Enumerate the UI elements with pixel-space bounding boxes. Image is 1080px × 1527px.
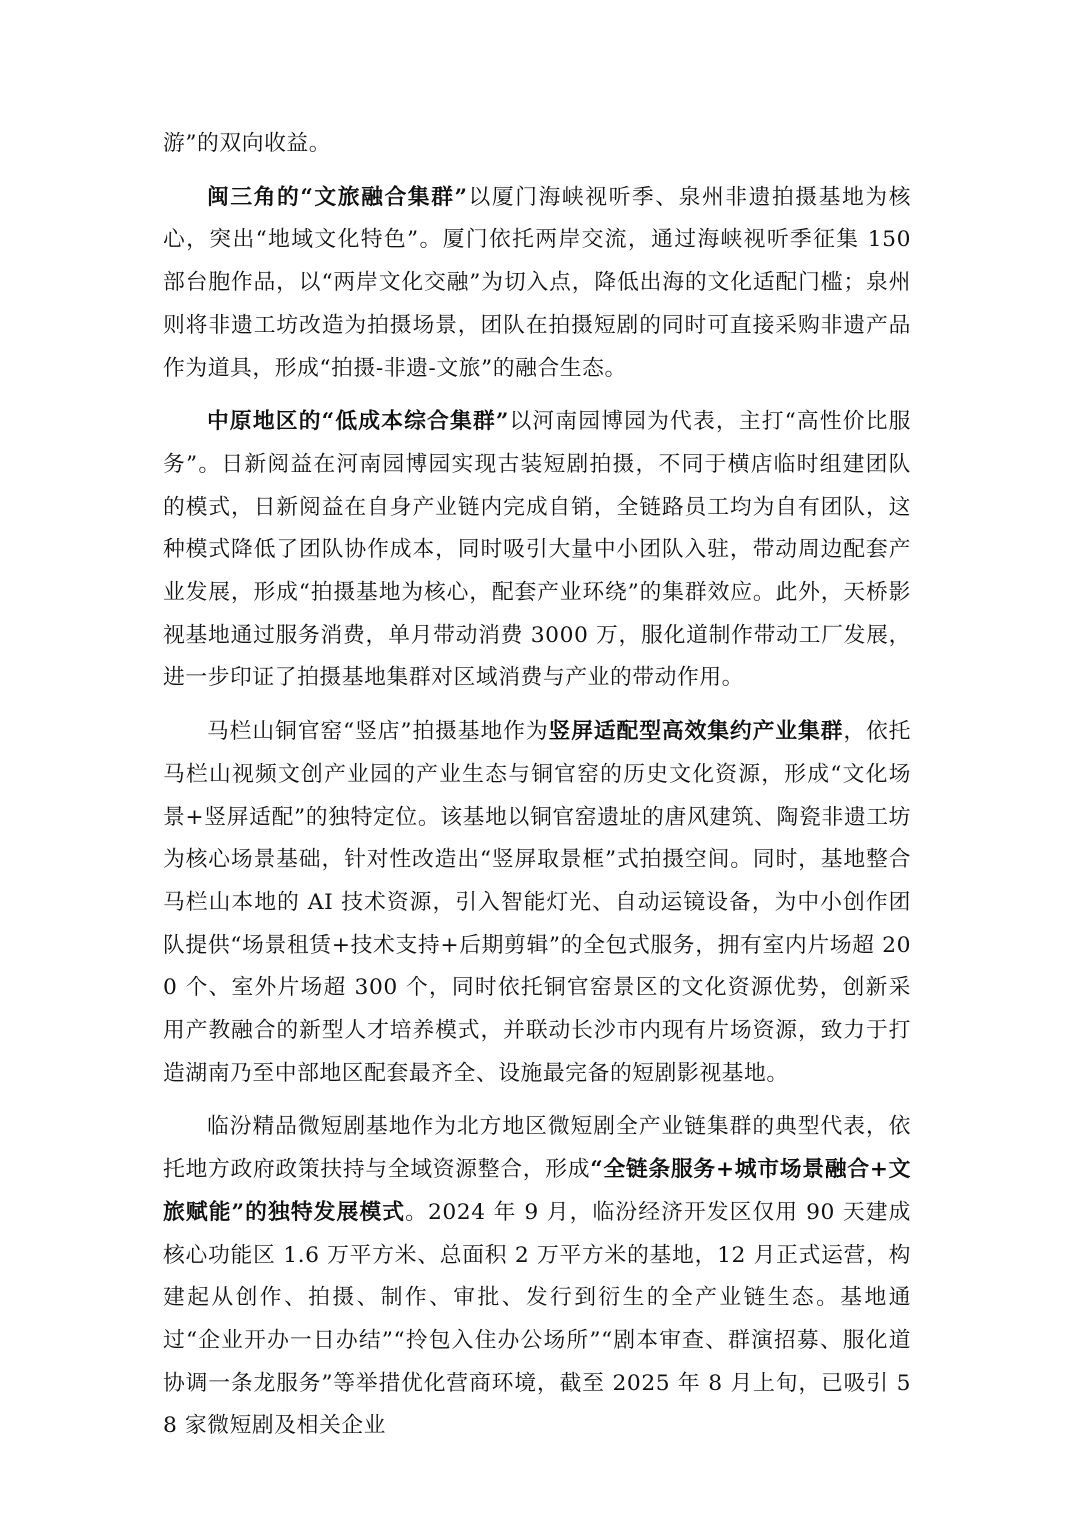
- paragraph-lead-bold: 中原地区的“低成本综合集群”: [207, 409, 509, 435]
- paragraph-zhongyuan-cluster: [163, 401, 911, 700]
- paragraph-text: 游”的双向收益。: [163, 131, 332, 156]
- paragraph-text: 以厦门海峡视听季、泉州非遗拍摄基地为核心，突出“地域文化特色”。厦门依托两岸交流，通过海峡视听季征集 150 部台胞作品，以“两岸文化交融”为切入点，降低出海的文化适配门槛；泉州则将非遗工坊改造为拍摄场景，团队在拍摄短剧的同时可直接采购非遗产品作为道具，形成“拍摄-非遗-文旅”的融合生态。: [163, 184, 911, 381]
- document-body: [163, 123, 911, 1459]
- paragraph-text: 以河南园博园为代表，主打“高性价比服务”。日新阅益在河南园博园实现古装短剧拍摄，不同于横店临时组建团队的模式，日新阅益在自身产业链内完成自销，全链路员工均为自有团队，这种模式降低了团队协作成本，同时吸引大量中小团队入驻，带动周边配套产业发展，形成“拍摄基地为核心，配套产业环绕”的集群效应。此外，天桥影视基地通过服务消费，单月带动消费 3000 万，服化道制作带动工厂发展，进一步印证了拍摄基地集群对区域消费与产业的带动作用。: [163, 409, 912, 691]
- paragraph-bold-phrase: “全链条服务+城市场景融合+文旅赋能”的独特发展模式: [163, 1157, 911, 1225]
- paragraph-text: ，依托马栏山视频文创产业园的产业生态与铜官窑的历史文化资源，形成“文化场景+竖屏适配”的独特定位。该基地以铜官窑遗址的唐风建筑、陶瓷非遗工坊为核心场景基础，针对性改造出“竖屏取景框”式拍摄空间。同时，基地整合马栏山本地的 AI 技术资源，引入智能灯光、自动运镜设备，为中小创作团队提供“场景租赁+技术支持+后期剪辑”的全包式服务，拥有室内片场超 200 个、室外片场超 300 个，同时依托铜官窑景区的文化资源优势，创新采用产教融合的新型人才培养模式，并联动长沙市内现有片场资源，致力于打造湖南乃至中部地区配套最齐全、设施最完备的短剧影视基地。: [163, 719, 912, 1086]
- paragraph-text: 临汾精品微短剧基地作为北方地区微短剧全产业链集群的典型代表，依托地方政府政策扶持与全域资源整合，形成: [163, 1114, 911, 1183]
- paragraph-continuation: [163, 123, 911, 166]
- paragraph-minsanjiao-cluster: [163, 177, 911, 391]
- paragraph-linfen-base: [163, 1106, 911, 1448]
- paragraph-lead-bold: 闽三角的“文旅融合集群”: [207, 184, 468, 210]
- paragraph-malanshan-base: [163, 711, 911, 1095]
- paragraph-bold-phrase: 竖屏适配型高效集约产业集群: [548, 719, 844, 745]
- paragraph-text: 马栏山铜官窑“竖店”拍摄基地作为: [207, 719, 549, 745]
- paragraph-text: 。2024 年 9 月，临汾经济开发区仅用 90 天建成核心功能区 1.6 万平方米、总面积 2 万平方米的基地，12 月正式运营，构建起从创作、拍摄、制作、审批、发行到衍生的全产业链生态。基地通过“企业开办一日办结”“拎包入住办公场所”“剧本审查、群演招募、服化道协调一条龙服务”等举措优化营商环境，截至 2025 年 8 月上旬，已吸引 58 家微短剧及相关企业: [163, 1199, 912, 1439]
